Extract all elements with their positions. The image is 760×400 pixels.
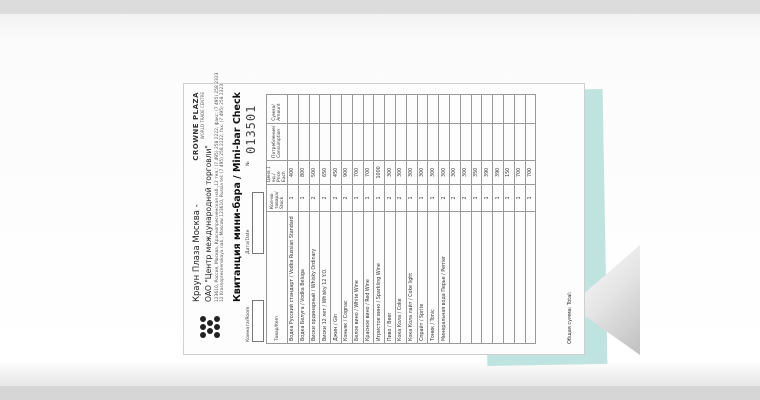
table-row bbox=[503, 95, 514, 344]
row-consumption bbox=[406, 123, 417, 160]
row-item: Водка Белуга / Vodka Beluga bbox=[298, 212, 309, 344]
table-row bbox=[363, 95, 374, 344]
row-price: 300 bbox=[417, 160, 428, 184]
row-stock: 1 bbox=[493, 184, 504, 211]
table-row bbox=[493, 95, 504, 344]
check-title: Квитанция мини-бара / Mini-bar Check bbox=[232, 92, 243, 302]
col-stock: Кол-во товара/ Stock bbox=[267, 184, 288, 211]
row-price: 300 bbox=[460, 160, 471, 184]
row-consumption bbox=[341, 123, 352, 160]
table-row bbox=[406, 95, 417, 344]
table-row bbox=[352, 95, 363, 344]
row-stock: 2 bbox=[439, 184, 450, 211]
row-item: Кока Кола лайт / Coke light bbox=[406, 212, 417, 344]
document-wrapper bbox=[183, 72, 583, 355]
row-price: 390 bbox=[493, 160, 504, 184]
row-amount bbox=[341, 95, 352, 124]
address-en: 12 Krasnopresnenskaya nab., Moscow 123610, Russia tel: (7 495) 258 2222, fax: (7 495) 258 2323 bbox=[220, 83, 226, 302]
row-amount bbox=[493, 95, 504, 124]
row-price: 700 bbox=[352, 160, 363, 184]
table-row bbox=[320, 95, 331, 344]
table-row bbox=[395, 95, 406, 344]
scan-top-edge bbox=[0, 0, 760, 14]
row-price: 300 bbox=[449, 160, 460, 184]
row-amount bbox=[449, 95, 460, 124]
row-amount bbox=[482, 95, 493, 124]
check-number: 013501 bbox=[244, 104, 258, 154]
row-item: Виски ординарный / Whisky Ordinary bbox=[309, 212, 320, 344]
col-price: Цена 1 ед./ Price Each bbox=[267, 160, 288, 184]
room-box bbox=[252, 300, 264, 342]
row-price: 150 bbox=[503, 160, 514, 184]
row-price: 300 bbox=[395, 160, 406, 184]
company-name: ОАО "Центр международной торговли" bbox=[204, 145, 213, 302]
table-row bbox=[288, 95, 299, 344]
scan-bottom-edge bbox=[0, 386, 760, 400]
wtc-logo-icon bbox=[194, 310, 228, 344]
row-amount bbox=[417, 95, 428, 124]
table-header-row bbox=[267, 95, 288, 344]
row-amount bbox=[460, 95, 471, 124]
row-item: Игристое вино / Sparkling Wine bbox=[374, 212, 385, 344]
row-price: 300 bbox=[385, 160, 396, 184]
table-row bbox=[417, 95, 428, 344]
row-price: 800 bbox=[298, 160, 309, 184]
row-item: Тоник / Tonic bbox=[428, 212, 439, 344]
col-consumption: Потребление/ Consumption bbox=[267, 123, 288, 160]
table-row bbox=[341, 95, 352, 344]
row-price: 300 bbox=[406, 160, 417, 184]
address-block bbox=[215, 73, 226, 302]
row-item bbox=[449, 212, 460, 344]
row-consumption bbox=[309, 123, 320, 160]
row-price: 390 bbox=[482, 160, 493, 184]
row-consumption bbox=[471, 123, 482, 160]
table-row bbox=[439, 95, 450, 344]
room-label: Комната/Room bbox=[246, 306, 251, 342]
row-consumption bbox=[514, 123, 525, 160]
row-stock: 2 bbox=[460, 184, 471, 211]
row-amount bbox=[298, 95, 309, 124]
row-amount bbox=[503, 95, 514, 124]
brand-block bbox=[192, 92, 205, 161]
row-consumption bbox=[385, 123, 396, 160]
row-amount bbox=[428, 95, 439, 124]
row-item: Джин / Gin bbox=[331, 212, 342, 344]
row-item bbox=[514, 212, 525, 344]
row-amount bbox=[352, 95, 363, 124]
row-price: 500 bbox=[309, 160, 320, 184]
row-amount bbox=[331, 95, 342, 124]
row-item: Пиво / Beer bbox=[385, 212, 396, 344]
row-amount bbox=[525, 95, 536, 124]
row-item: Красное вино / Red Wine bbox=[363, 212, 374, 344]
row-stock: 2 bbox=[449, 184, 460, 211]
row-item bbox=[471, 212, 482, 344]
row-stock: 1 bbox=[406, 184, 417, 211]
row-item: Спрайт / Sprite bbox=[417, 212, 428, 344]
table-row bbox=[428, 95, 439, 344]
row-consumption bbox=[374, 123, 385, 160]
table-row bbox=[460, 95, 471, 344]
brand-name: CROWNE PLAZA bbox=[192, 92, 200, 161]
row-stock: 1 bbox=[428, 184, 439, 211]
number-label: № bbox=[246, 161, 251, 166]
row-stock: 1 bbox=[525, 184, 536, 211]
row-consumption bbox=[428, 123, 439, 160]
row-stock: 2 bbox=[341, 184, 352, 211]
row-price: 300 bbox=[428, 160, 439, 184]
row-item: Виски 12 лет / Whisky 12 Y.O. bbox=[320, 212, 331, 344]
row-stock: 2 bbox=[320, 184, 331, 211]
row-consumption bbox=[288, 123, 299, 160]
row-item: Водка Русский стандарт / Vodka Russian Standard bbox=[288, 212, 299, 344]
row-stock: 2 bbox=[331, 184, 342, 211]
table-row bbox=[309, 95, 320, 344]
row-consumption bbox=[298, 123, 309, 160]
table-row bbox=[331, 95, 342, 344]
row-consumption bbox=[363, 123, 374, 160]
row-price: 350 bbox=[471, 160, 482, 184]
table-row bbox=[471, 95, 482, 344]
row-price: 650 bbox=[320, 160, 331, 184]
row-item bbox=[503, 212, 514, 344]
row-consumption bbox=[352, 123, 363, 160]
row-stock: 2 bbox=[385, 184, 396, 211]
row-amount bbox=[406, 95, 417, 124]
row-consumption bbox=[503, 123, 514, 160]
row-item: Белое вино / White Wine bbox=[352, 212, 363, 344]
row-price: 400 bbox=[288, 160, 299, 184]
brand-sub: WORLD TRADE CENTRE bbox=[200, 92, 205, 140]
row-amount bbox=[395, 95, 406, 124]
row-stock: 2 bbox=[309, 184, 320, 211]
row-stock: 1 bbox=[514, 184, 525, 211]
row-amount bbox=[363, 95, 374, 124]
row-item: Кока Кола / Coke bbox=[395, 212, 406, 344]
row-consumption bbox=[449, 123, 460, 160]
date-box bbox=[252, 192, 264, 254]
row-amount bbox=[309, 95, 320, 124]
table-row bbox=[298, 95, 309, 344]
row-price: 1000 bbox=[374, 160, 385, 184]
row-item bbox=[482, 212, 493, 344]
row-item bbox=[493, 212, 504, 344]
row-consumption bbox=[417, 123, 428, 160]
table-row bbox=[374, 95, 385, 344]
row-stock: 1 bbox=[352, 184, 363, 211]
table-row bbox=[514, 95, 525, 344]
row-consumption bbox=[331, 123, 342, 160]
row-stock: 1 bbox=[417, 184, 428, 211]
row-stock: 1 bbox=[288, 184, 299, 211]
row-amount bbox=[385, 95, 396, 124]
row-item: Коньяк / Cognac bbox=[341, 212, 352, 344]
row-item bbox=[460, 212, 471, 344]
minibar-check-document bbox=[183, 72, 585, 355]
table-row bbox=[525, 95, 536, 344]
row-consumption bbox=[460, 123, 471, 160]
table-row bbox=[385, 95, 396, 344]
col-amount: Сумма/ Amount bbox=[267, 95, 288, 124]
row-price: 700 bbox=[525, 160, 536, 184]
row-amount bbox=[288, 95, 299, 124]
total-label: Общая сумма: Total: bbox=[567, 291, 573, 344]
row-stock: 1 bbox=[503, 184, 514, 211]
minibar-table bbox=[266, 94, 536, 344]
row-price: 900 bbox=[341, 160, 352, 184]
row-amount bbox=[374, 95, 385, 124]
row-price: 700 bbox=[363, 160, 374, 184]
row-stock: 1 bbox=[298, 184, 309, 211]
row-amount bbox=[514, 95, 525, 124]
row-item bbox=[525, 212, 536, 344]
row-stock: 2 bbox=[395, 184, 406, 211]
row-consumption bbox=[493, 123, 504, 160]
row-stock: 1 bbox=[374, 184, 385, 211]
row-consumption bbox=[525, 123, 536, 160]
row-price: 700 bbox=[514, 160, 525, 184]
row-consumption bbox=[320, 123, 331, 160]
row-stock: 1 bbox=[482, 184, 493, 211]
table-row bbox=[449, 95, 460, 344]
col-item: Товар/Item bbox=[267, 212, 288, 344]
row-item: Минеральная вода Перье / Perrier bbox=[439, 212, 450, 344]
row-amount bbox=[471, 95, 482, 124]
row-amount bbox=[320, 95, 331, 124]
row-stock: 1 bbox=[363, 184, 374, 211]
row-price: 450 bbox=[331, 160, 342, 184]
row-amount bbox=[439, 95, 450, 124]
row-price: 300 bbox=[439, 160, 450, 184]
date-label: Дата/Date bbox=[246, 229, 251, 254]
address-ru: 123610, Россия, Москва, Краснопресненская наб.,12 тел.: (7 495) 258 2222, факс: (7 495) 258 2323 bbox=[215, 72, 220, 302]
table-row bbox=[482, 95, 493, 344]
row-consumption bbox=[395, 123, 406, 160]
row-consumption bbox=[482, 123, 493, 160]
row-stock: 1 bbox=[471, 184, 482, 211]
row-consumption bbox=[439, 123, 450, 160]
hotel-name: Краун Плаза Москва - bbox=[192, 204, 202, 302]
